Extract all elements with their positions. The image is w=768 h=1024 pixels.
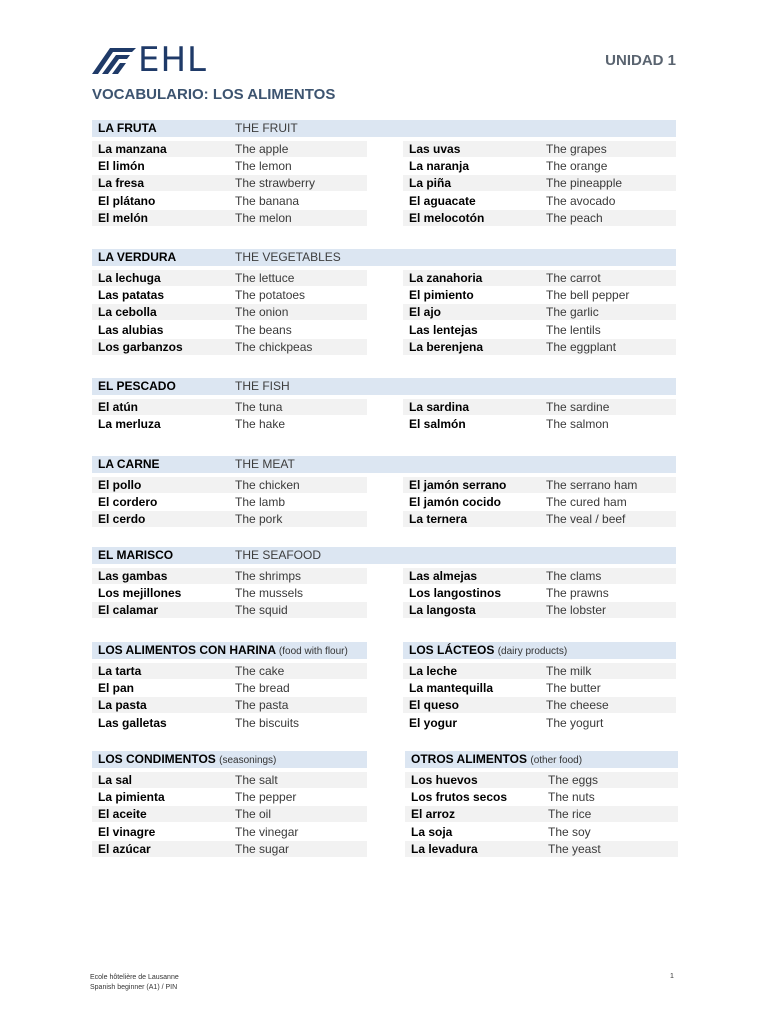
english-word: The lentils — [546, 322, 601, 337]
english-word: The eggplant — [546, 339, 617, 354]
english-word: The cured ham — [546, 495, 627, 510]
english-word: The clams — [546, 569, 602, 583]
vocab-row — [92, 841, 367, 857]
vocab-row — [92, 210, 367, 226]
english-word: The beans — [235, 322, 292, 337]
vocab-row — [405, 824, 678, 840]
vocab-row — [92, 585, 367, 601]
english-word: The lettuce — [235, 271, 295, 285]
footer-school: Ecole hôtelière de Lausanne — [90, 974, 179, 981]
vocab-row — [92, 789, 367, 805]
vocab-row — [403, 175, 676, 191]
vocab-row — [403, 270, 676, 286]
vocab-row — [403, 568, 676, 584]
spanish-word: El aceite — [98, 807, 147, 822]
english-word: The tuna — [235, 400, 283, 414]
vocab-row — [403, 399, 676, 415]
spanish-word: La zanahoria — [409, 271, 483, 285]
spanish-word: El arroz — [411, 807, 456, 822]
section-title-es: LA VERDURA — [98, 250, 177, 264]
spanish-word: El azúcar — [98, 841, 151, 856]
section-title-text: LOS CONDIMENTOS — [98, 752, 216, 766]
section-title-en: THE SEAFOOD — [235, 548, 322, 562]
section-title-es: EL PESCADO — [98, 379, 176, 393]
vocab-row — [92, 772, 367, 788]
vocab-row — [403, 158, 676, 174]
english-word: The pasta — [235, 698, 289, 713]
spanish-word: La levadura — [411, 841, 478, 856]
spanish-word: La naranja — [409, 159, 470, 174]
english-word: The salmon — [546, 417, 609, 432]
vocab-row — [92, 568, 367, 584]
vocab-row — [403, 141, 676, 157]
vocab-row — [403, 494, 676, 510]
vocab-row — [92, 680, 367, 696]
section-header — [92, 249, 676, 266]
section-title — [411, 751, 582, 769]
english-word: The melon — [235, 210, 292, 225]
spanish-word: La langosta — [409, 603, 476, 618]
spanish-word: El pan — [98, 681, 135, 696]
vocab-row — [92, 806, 367, 822]
english-word: The eggs — [548, 773, 599, 787]
vocab-row — [92, 270, 367, 286]
english-word: The bell pepper — [546, 288, 630, 303]
spanish-word: El melocotón — [409, 210, 485, 225]
vocab-row — [92, 141, 367, 157]
spanish-word: El melón — [98, 210, 149, 225]
page-title: VOCABULARIO: LOS ALIMENTOS — [92, 86, 336, 103]
section-title-en: THE FRUIT — [235, 121, 298, 135]
spanish-word: La sardina — [409, 400, 470, 414]
vocab-row — [92, 304, 367, 320]
spanish-word: Las uvas — [409, 142, 461, 156]
vocab-row — [403, 339, 676, 355]
section-subtitle: (dairy products) — [497, 646, 568, 657]
spanish-word: La leche — [409, 664, 458, 678]
section-header — [92, 751, 367, 768]
english-word: The sugar — [235, 841, 290, 856]
english-word: The soy — [548, 824, 591, 839]
section-title-es: EL MARISCO — [98, 548, 174, 562]
spanish-word: El ajo — [409, 305, 442, 320]
english-word: The onion — [235, 305, 289, 320]
footer-course: Spanish beginner (A1) / PIN — [90, 984, 178, 991]
spanish-word: Los frutos secos — [411, 790, 508, 805]
english-word: The squid — [235, 603, 288, 618]
english-word: The garlic — [546, 305, 599, 320]
vocab-row — [92, 715, 367, 731]
english-word: The avocado — [546, 193, 616, 208]
vocab-row — [403, 287, 676, 303]
spanish-word: Las gambas — [98, 569, 168, 583]
vocab-row — [405, 806, 678, 822]
english-word: The sardine — [546, 400, 610, 414]
vocab-row — [403, 210, 676, 226]
section-subtitle: (seasonings) — [219, 755, 277, 766]
vocab-row — [92, 602, 367, 618]
spanish-word: El jamón cocido — [409, 495, 502, 510]
section-header — [92, 642, 367, 659]
vocab-row — [405, 841, 678, 857]
vocab-row — [403, 680, 676, 696]
english-word: The banana — [235, 193, 300, 208]
vocab-row — [403, 715, 676, 731]
vocab-row — [92, 477, 367, 493]
english-word: The chickpeas — [235, 339, 313, 354]
logo-text: EHL — [138, 40, 207, 80]
vocab-row — [403, 304, 676, 320]
vocab-row — [92, 322, 367, 338]
vocab-row — [92, 494, 367, 510]
english-word: The hake — [235, 417, 286, 432]
english-word: The lamb — [235, 495, 286, 510]
english-word: The pepper — [235, 790, 297, 805]
vocab-row — [92, 824, 367, 840]
section-header — [92, 456, 676, 473]
english-word: The apple — [235, 142, 289, 156]
vocab-row — [405, 789, 678, 805]
spanish-word: El aguacate — [409, 193, 476, 208]
vocab-row — [403, 663, 676, 679]
spanish-word: Las lentejas — [409, 322, 478, 337]
section-title — [98, 751, 276, 769]
english-word: The pork — [235, 512, 283, 527]
spanish-word: Las galletas — [98, 715, 167, 730]
spanish-word: El plátano — [98, 193, 156, 208]
vocab-row — [405, 772, 678, 788]
vocab-row — [92, 416, 367, 432]
spanish-word: La cebolla — [98, 305, 157, 320]
spanish-word: El calamar — [98, 603, 159, 618]
page-number: 1 — [670, 973, 674, 980]
vocab-row — [92, 175, 367, 191]
vocab-row — [403, 322, 676, 338]
spanish-word: El jamón serrano — [409, 478, 507, 492]
english-word: The biscuits — [235, 715, 300, 730]
spanish-word: El cerdo — [98, 512, 146, 527]
section-header — [92, 547, 676, 564]
vocab-row — [403, 697, 676, 713]
spanish-word: La berenjena — [409, 339, 484, 354]
spanish-word: Los langostinos — [409, 586, 502, 601]
english-word: The prawns — [546, 586, 609, 601]
spanish-word: La manzana — [98, 142, 167, 156]
english-word: The serrano ham — [546, 478, 638, 492]
vocab-row — [92, 663, 367, 679]
english-word: The bread — [235, 681, 290, 696]
english-word: The oil — [235, 807, 272, 822]
english-word: The veal / beef — [546, 512, 626, 527]
spanish-word: Las alubias — [98, 322, 164, 337]
spanish-word: La sal — [98, 773, 133, 787]
vocab-row — [403, 511, 676, 527]
english-word: The cake — [235, 664, 285, 678]
english-word: The carrot — [546, 271, 601, 285]
section-subtitle: (food with flour) — [278, 646, 348, 657]
spanish-word: La fresa — [98, 176, 145, 191]
spanish-word: El salmón — [409, 417, 466, 432]
spanish-word: El yogur — [409, 715, 458, 730]
spanish-word: Los garbanzos — [98, 339, 183, 354]
spanish-word: La ternera — [409, 512, 468, 527]
english-word: The grapes — [546, 142, 607, 156]
spanish-word: El queso — [409, 698, 460, 713]
spanish-word: El limón — [98, 159, 145, 174]
section-title-text: LOS ALIMENTOS CON HARINA — [98, 643, 276, 657]
spanish-word: La lechuga — [98, 271, 161, 285]
vocab-row — [403, 585, 676, 601]
english-word: The lobster — [546, 603, 607, 618]
spanish-word: La mantequilla — [409, 681, 494, 696]
english-word: The mussels — [235, 586, 304, 601]
english-word: The yogurt — [546, 715, 604, 730]
spanish-word: Los mejillones — [98, 586, 182, 601]
spanish-word: El cordero — [98, 495, 158, 510]
section-header — [92, 378, 676, 395]
vocab-row — [92, 697, 367, 713]
vocab-row — [92, 511, 367, 527]
section-title-en: THE VEGETABLES — [235, 250, 341, 264]
spanish-word: La pasta — [98, 698, 147, 713]
spanish-word: La soja — [411, 824, 453, 839]
vocab-row — [403, 602, 676, 618]
english-word: The milk — [546, 664, 592, 678]
vocab-row — [403, 477, 676, 493]
spanish-word: Las patatas — [98, 288, 165, 303]
spanish-word: La piña — [409, 176, 452, 191]
english-word: The shrimps — [235, 569, 302, 583]
vocab-row — [403, 416, 676, 432]
unit-label: UNIDAD 1 — [605, 52, 676, 69]
section-subtitle: (other food) — [530, 755, 583, 766]
section-header — [92, 120, 676, 137]
vocab-row — [403, 193, 676, 209]
section-title-en: THE MEAT — [235, 457, 295, 471]
english-word: The salt — [235, 773, 278, 787]
spanish-word: El atún — [98, 400, 139, 414]
spanish-word: El pimiento — [409, 288, 474, 303]
english-word: The vinegar — [235, 824, 299, 839]
spanish-word: La pimienta — [98, 790, 165, 805]
english-word: The peach — [546, 210, 603, 225]
section-title-text: LOS LÁCTEOS — [409, 643, 495, 657]
english-word: The potatoes — [235, 288, 306, 303]
vocab-row — [92, 287, 367, 303]
english-word: The yeast — [548, 841, 601, 856]
footer — [90, 973, 179, 993]
english-word: The nuts — [548, 790, 595, 805]
section-title-text: OTROS ALIMENTOS — [411, 752, 528, 766]
english-word: The cheese — [546, 698, 609, 713]
vocab-row — [92, 158, 367, 174]
vocab-row — [92, 339, 367, 355]
english-word: The strawberry — [235, 176, 316, 191]
spanish-word: Los huevos — [411, 773, 478, 787]
spanish-word: Las almejas — [409, 569, 478, 583]
section-title-en: THE FISH — [235, 379, 290, 393]
english-word: The butter — [546, 681, 601, 696]
english-word: The chicken — [235, 478, 300, 492]
section-header — [405, 751, 678, 768]
spanish-word: El pollo — [98, 478, 142, 492]
english-word: The lemon — [235, 159, 292, 174]
spanish-word: La tarta — [98, 664, 142, 678]
section-title-es: LA CARNE — [98, 457, 160, 471]
english-word: The orange — [546, 159, 608, 174]
section-header — [403, 642, 676, 659]
spanish-word: El vinagre — [98, 824, 156, 839]
spanish-word: La merluza — [98, 417, 161, 432]
section-title — [409, 642, 567, 660]
english-word: The rice — [548, 807, 592, 822]
vocab-row — [92, 399, 367, 415]
section-title — [98, 642, 348, 660]
english-word: The pineapple — [546, 176, 623, 191]
vocab-row — [92, 193, 367, 209]
section-title-es: LA FRUTA — [98, 121, 157, 135]
